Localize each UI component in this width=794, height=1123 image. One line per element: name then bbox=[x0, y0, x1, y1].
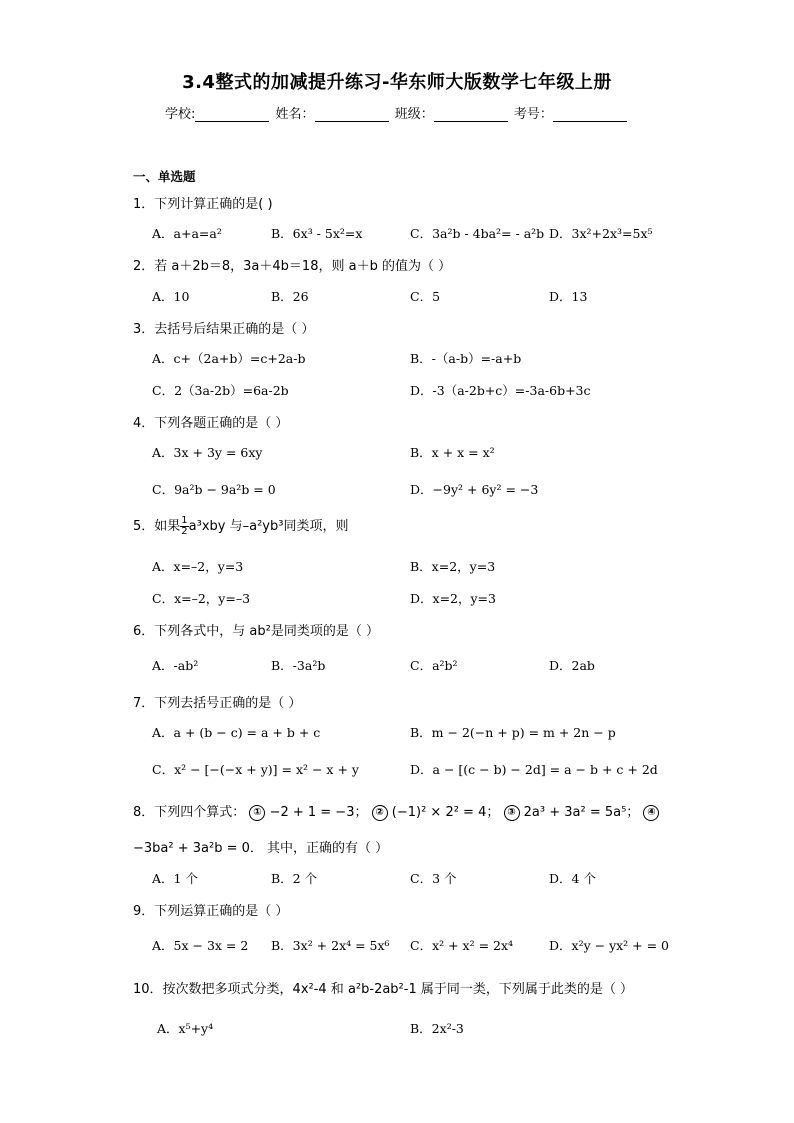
q1-option-a[interactable]: A．a+a=a² bbox=[152, 226, 222, 241]
q8-option-d[interactable]: D．4 个 bbox=[549, 871, 596, 886]
q9-option-b[interactable]: B．3x² + 2x⁴ = 5x⁶ bbox=[271, 938, 390, 953]
q7-option-a[interactable]: A．a + (b − c) = a + b + c bbox=[152, 725, 321, 740]
fraction-denominator: 2 bbox=[181, 526, 188, 537]
q3-option-b[interactable]: B．-（a-b）=-a+b bbox=[410, 351, 522, 366]
q8-expression-2: (−1)² × 2² = 4； bbox=[391, 805, 500, 820]
q5-option-a[interactable]: A．x=–2，y=3 bbox=[152, 559, 244, 574]
circled-three-marker: ③ bbox=[504, 805, 520, 821]
student-info-line bbox=[165, 103, 629, 122]
class-blank[interactable] bbox=[434, 107, 508, 122]
q8-expression-3: 2a³ + 3a² = 5a⁵； bbox=[523, 805, 640, 820]
q3-option-c[interactable]: C．2（3a-2b）=6a-2b bbox=[152, 383, 289, 398]
q6-option-d[interactable]: D．2ab bbox=[549, 658, 595, 673]
q7-option-b[interactable]: B．m − 2(−n + p) = m + 2n − p bbox=[410, 725, 616, 740]
q8-stem-prefix: 8．下列四个算式： bbox=[133, 805, 246, 820]
question-3-stem: 3．去括号后结果正确的是（ ） bbox=[133, 322, 315, 337]
q10-option-a[interactable]: A．x⁵+y⁴ bbox=[157, 1021, 214, 1036]
q4-option-c[interactable]: C．9a²b − 9a²b = 0 bbox=[152, 482, 276, 497]
q4-option-a[interactable]: A．3x + 3y = 6xy bbox=[152, 445, 263, 460]
q2-option-a[interactable]: A．10 bbox=[152, 289, 190, 304]
question-4-stem: 4．下列各题正确的是（ ） bbox=[133, 416, 289, 431]
number-blank[interactable] bbox=[553, 107, 627, 122]
q6-option-a[interactable]: A．-ab² bbox=[152, 658, 199, 673]
q9-option-a[interactable]: A．5x − 3x = 2 bbox=[152, 938, 249, 953]
question-9-stem: 9．下列运算正确的是（ ） bbox=[133, 904, 289, 919]
number-label: 考号： bbox=[513, 107, 553, 122]
one-half-fraction bbox=[180, 516, 188, 537]
q8-option-c[interactable]: C．3 个 bbox=[410, 871, 457, 886]
q9-option-d[interactable]: D．x²y − yx² + = 0 bbox=[549, 938, 670, 953]
question-10-stem: 10．按次数把多项式分类，4x²-4 和 a²b-2ab²-1 属于同一类，下列属于此类的是（ ） bbox=[133, 982, 633, 997]
document-title: 3.4整式的加减提升练习-华东师大版数学七年级上册 bbox=[182, 72, 612, 93]
q6-option-b[interactable]: B．-3a²b bbox=[271, 658, 326, 673]
question-8-stem-line2: −3ba² + 3a²b = 0． 其中，正确的有（ ） bbox=[133, 841, 389, 856]
q1-option-b[interactable]: B．6x³ - 5x²=x bbox=[271, 226, 363, 241]
q9-option-c[interactable]: C．x² + x² = 2x⁴ bbox=[410, 938, 514, 953]
question-6-stem: 6．下列各式中，与 ab²是同类项的是（ ） bbox=[133, 624, 379, 639]
q5-stem-prefix: 5．如果 bbox=[133, 519, 181, 534]
question-7-stem: 7．下列去括号正确的是（ ） bbox=[133, 696, 302, 711]
circled-two-marker: ② bbox=[372, 805, 388, 821]
q4-option-b[interactable]: B．x + x = x² bbox=[410, 445, 495, 460]
q3-option-a[interactable]: A．c+（2a+b）=c+2a-b bbox=[152, 351, 306, 366]
q8-expression-1: −2 + 1 = −3； bbox=[269, 805, 368, 820]
q1-option-d[interactable]: D．3x²+2x³=5x⁵ bbox=[549, 226, 653, 241]
q8-option-b[interactable]: B．2 个 bbox=[271, 871, 318, 886]
question-1-stem: 1．下列计算正确的是( ) bbox=[133, 197, 273, 212]
name-label: 姓名： bbox=[275, 107, 315, 122]
question-5-stem bbox=[133, 515, 348, 537]
q6-option-c[interactable]: C．a²b² bbox=[410, 658, 458, 673]
school-label: 学校: bbox=[165, 107, 196, 122]
circled-four-marker: ④ bbox=[643, 805, 659, 821]
circled-one-marker: ① bbox=[249, 805, 265, 821]
q3-option-d[interactable]: D．-3（a-2b+c）=-3a-6b+3c bbox=[410, 383, 591, 398]
section-heading: 一、单选题 bbox=[133, 169, 196, 184]
question-2-stem: 2．若 a＋2b＝8，3a＋4b＝18，则 a＋b 的值为（ ） bbox=[133, 259, 452, 274]
fraction-numerator: 1 bbox=[181, 515, 188, 526]
question-8-stem bbox=[133, 801, 659, 821]
class-label: 班级： bbox=[394, 107, 434, 122]
q7-option-d[interactable]: D．a − [(c − b) − 2d] = a − b + c + 2d bbox=[410, 762, 658, 777]
q4-option-d[interactable]: D．−9y² + 6y² = −3 bbox=[410, 482, 539, 497]
q7-option-c[interactable]: C．x² − [−(−x + y)] = x² − x + y bbox=[152, 762, 359, 777]
q5-option-c[interactable]: C．x=–2，y=–3 bbox=[152, 591, 251, 606]
q1-option-c[interactable]: C．3a²b - 4ba²= - a²b bbox=[410, 226, 545, 241]
q5-option-d[interactable]: D．x=2，y=3 bbox=[410, 591, 496, 606]
q2-option-b[interactable]: B．26 bbox=[271, 289, 309, 304]
q2-option-c[interactable]: C．5 bbox=[410, 289, 441, 304]
school-blank[interactable] bbox=[195, 107, 269, 122]
q10-option-b[interactable]: B．2x²-3 bbox=[410, 1021, 464, 1036]
q5-stem-suffix: a³xby 与–a²yb³同类项，则 bbox=[188, 519, 349, 534]
name-blank[interactable] bbox=[315, 107, 389, 122]
q5-option-b[interactable]: B．x=2，y=3 bbox=[410, 559, 496, 574]
q2-option-d[interactable]: D．13 bbox=[549, 289, 588, 304]
q8-option-a[interactable]: A．1 个 bbox=[152, 871, 198, 886]
